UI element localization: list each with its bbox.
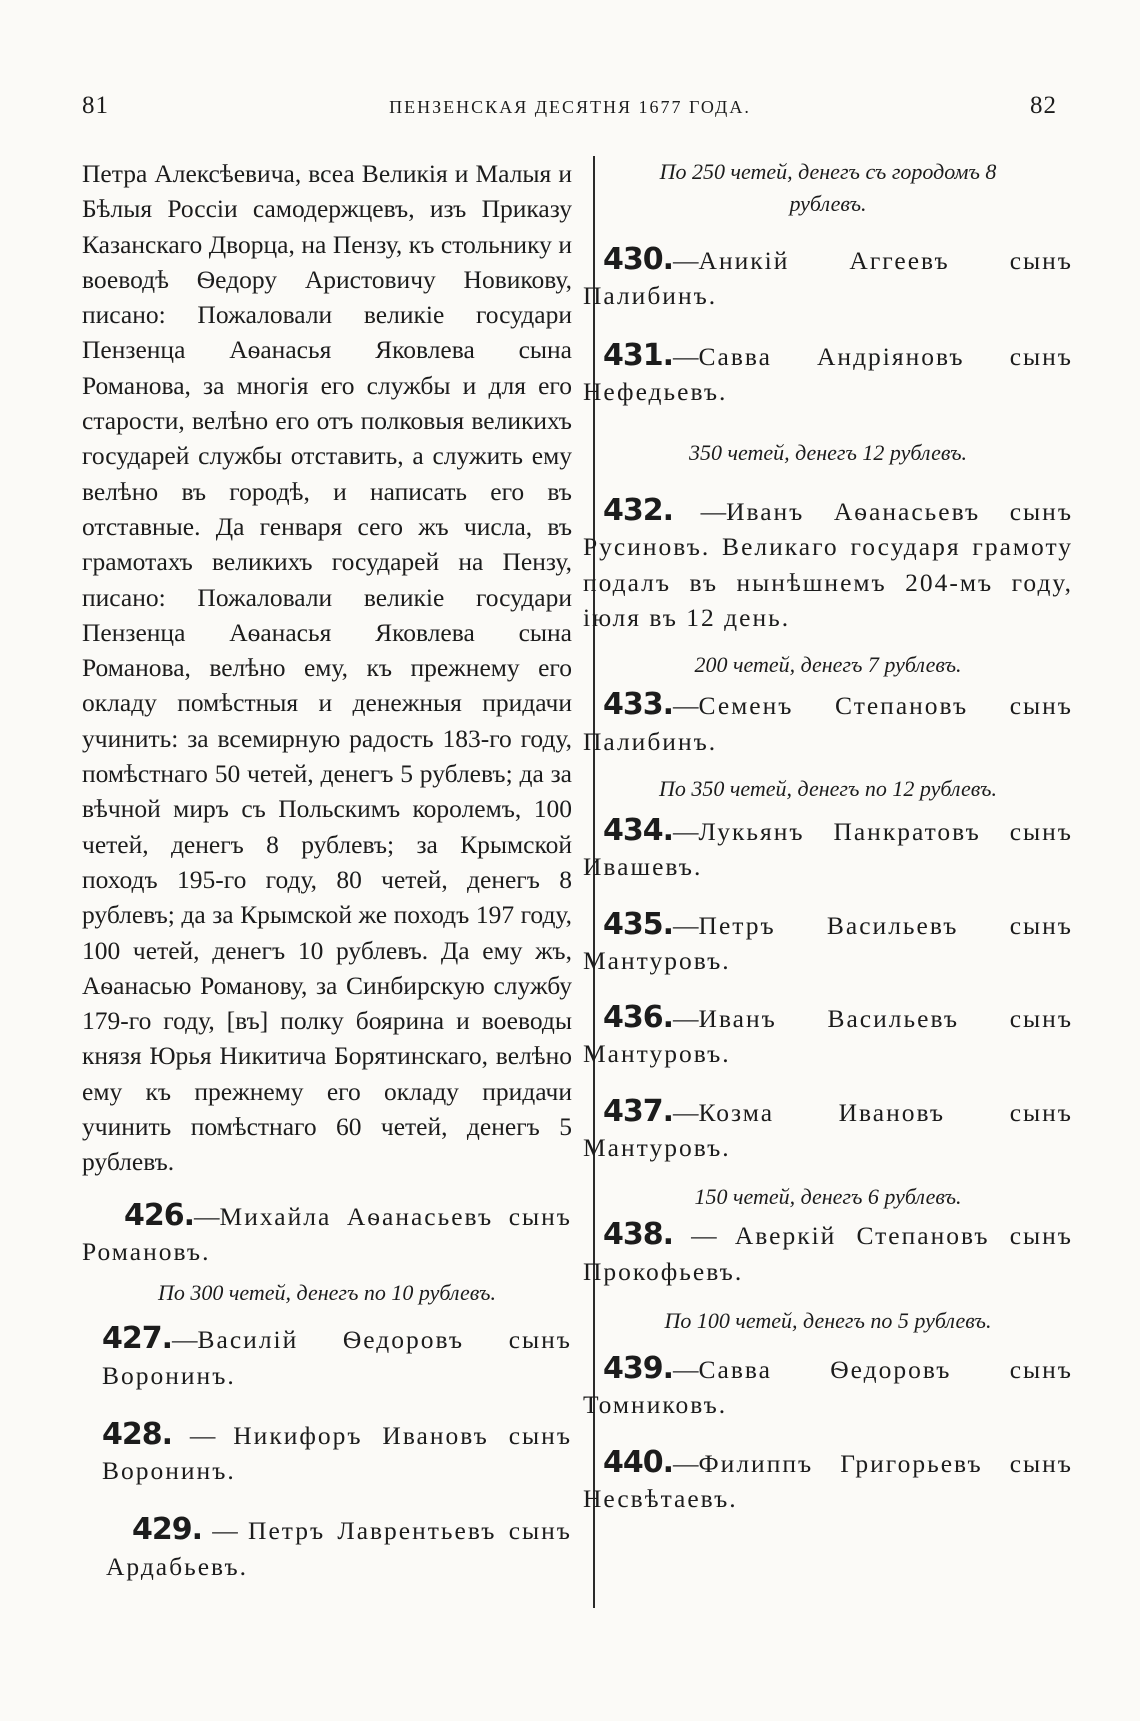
entry-name: Петръ Васильевъ сынъ Мантуровъ. xyxy=(583,910,1073,975)
entry-number: 437. xyxy=(603,1093,674,1129)
entry-name: Никифоръ Ивановъ сынъ Воронинъ. xyxy=(102,1420,573,1486)
entry-437: 437.—Козма Ивановъ сынъ Мантуровъ. xyxy=(583,1093,1073,1163)
entry-number: 434. xyxy=(603,812,674,848)
entry-number: 435. xyxy=(603,906,674,942)
entry-440: 440.—Филиппъ Григорьевъ сынъ Несвѣтаевъ. xyxy=(583,1444,1073,1513)
entry-429: 429. — Петръ Лаврентьевъ сынъ Ардабьевъ. xyxy=(106,1512,572,1581)
entry-432: 432. —Иванъ Аѳанасьевъ сынъ Русиновъ. Великаго государя грамоту подалъ въ нынѣшнемъ 204-мъ году, іюля въ 12 день. xyxy=(583,493,1074,633)
entry-name: Петръ Лаврентьевъ сынъ Ардабьевъ. xyxy=(106,1516,572,1581)
grant-heading: 200 четей, денегъ 7 рублевъ. xyxy=(694,652,962,678)
entry-name: Иванъ Васильевъ сынъ Мантуровъ. xyxy=(583,1004,1073,1069)
entry-number: 436. xyxy=(603,1000,674,1036)
entry-number: 427. xyxy=(102,1321,173,1357)
page-number-right: 82 xyxy=(1030,92,1057,119)
entry-438: 438. — Аверкій Степановъ сынъ Прокофьевъ. xyxy=(583,1217,1073,1286)
entry-name: Аверкій Степановъ сынъ Прокофьевъ. xyxy=(583,1221,1073,1286)
grant-heading: По 300 четей, денегъ по 10 рублевъ. xyxy=(158,1280,496,1306)
entry-name: Михайла Аѳанасьевъ сынъ Романовъ. xyxy=(82,1201,572,1266)
entry-427: 427.—Василій Ѳедоровъ сынъ Воронинъ. xyxy=(102,1321,572,1390)
entry-number: 428. xyxy=(102,1416,173,1452)
entry-number: 429. xyxy=(132,1512,203,1548)
grant-heading: 350 четей, денегъ 12 рублевъ. xyxy=(688,440,968,466)
entry-number: 438. xyxy=(603,1217,674,1253)
entry-name: Василій Ѳедоровъ сынъ Воронинъ. xyxy=(102,1325,572,1390)
entry-number: 440. xyxy=(603,1444,674,1480)
entry-435: 435.—Петръ Васильевъ сынъ Мантуровъ. xyxy=(583,906,1073,975)
page-number-left: 81 xyxy=(82,92,109,119)
entry-name: Аникій Аггеевъ сынъ Палибинъ. xyxy=(583,246,1073,311)
running-title: ПЕНЗЕНСКАЯ ДЕСЯТНЯ 1677 ГОДА. xyxy=(389,97,751,117)
entry-431: 431.—Савва Андріяновъ сынъ Нефедьевъ. xyxy=(583,337,1073,406)
grant-heading: 150 четей, денегъ 6 рублевъ. xyxy=(694,1184,962,1210)
entry-434: 434.—Лукьянъ Панкратовъ сынъ Ивашевъ. xyxy=(583,812,1073,882)
entry-number: 426. xyxy=(124,1197,195,1233)
grant-heading: По 350 четей, денегъ по 12 рублевъ. xyxy=(659,775,997,801)
entry-433: 433.—Семенъ Степановъ сынъ Палибинъ. xyxy=(583,687,1073,756)
entry-name: Савва Ѳедоровъ сынъ Томниковъ. xyxy=(583,1354,1073,1420)
entry-426: 426.—Михайла Аѳанасьевъ сынъ Романовъ. xyxy=(82,1197,572,1266)
entry-428: 428. — Никифоръ Ивановъ сынъ Воронинъ. xyxy=(102,1416,573,1486)
entry-name: Савва Андріяновъ сынъ Нефедьевъ. xyxy=(583,341,1073,406)
entry-430: 430.—Аникій Аггеевъ сынъ Палибинъ. xyxy=(583,242,1073,311)
right-column xyxy=(583,156,1073,1516)
entry-name: Лукьянъ Панкратовъ сынъ Ивашевъ. xyxy=(583,816,1073,882)
grant-heading: По 100 четей, денегъ по 5 рублевъ. xyxy=(664,1307,992,1333)
continuation-paragraph: Петра Алексѣевича, всеа Великія и Малыя и Бѣлыя Россіи самодержцевъ, изъ Приказу Казанскаго Дворца, на Пензу, къ стольнику и воеводѣ Ѳедору Аристовичу Новикову, писано: Пожаловали великіе государи Пензенца Аѳанасья Яковлева сына Романова, за многія его службы и для его старости, велѣно его отъ полковыя великихъ государей службы отставить, а служить ему велѣно въ городѣ, и написать его въ отставные. Да генваря сего жъ числа, въ грамотахъ великихъ государей на Пензу, писано: Пожаловали великіе государи Пензенца Аѳанасья Яковлева сына Романова, велѣно ему, къ прежнему его окладу помѣстныя и денежныя придачи учинить: за всемирную радость 183-го году, помѣстнаго 50 четей, денегъ 5 рублевъ; да за вѣчной миръ съ Польскимъ королемъ, 100 четей, денегъ 8 рублевъ; за Крымской походъ 195-го году, 80 четей, денегъ 8 рублевъ; да за Крымской же походъ 197 году, 100 четей, денегъ 10 рублевъ. Да ему жъ, Аѳанасью Романову, за Синбирскую службу 179-го году, [въ] полку боярина и воеводы князя Юрья Никитича Борятинскаго, велѣно ему къ прежнему его окладу придачи учинить помѣстнаго 60 четей, денегъ 5 рублевъ. xyxy=(82,159,572,1177)
entry-name: Козма Ивановъ сынъ Мантуровъ. xyxy=(583,1097,1073,1163)
entry-text: Иванъ Аѳанасьевъ сынъ Русиновъ. Великаго государя грамоту подалъ въ нынѣшнемъ 204-мъ году, іюля въ 12 день. xyxy=(583,497,1074,633)
entry-number: 439. xyxy=(603,1350,674,1386)
entry-439: 439.—Савва Ѳедоровъ сынъ Томниковъ. xyxy=(583,1350,1073,1420)
entry-number: 430. xyxy=(603,242,674,277)
entry-name: Филиппъ Григорьевъ сынъ Несвѣтаевъ. xyxy=(583,1448,1073,1513)
entry-number: 432. xyxy=(603,493,674,529)
entry-number: 433. xyxy=(603,687,674,723)
left-column xyxy=(82,156,572,1584)
entry-number: 431. xyxy=(603,337,674,373)
entry-436: 436.—Иванъ Васильевъ сынъ Мантуровъ. xyxy=(583,1000,1073,1069)
grant-heading: По 250 четей, денегъ съ городомъ 8 рублевъ. xyxy=(659,159,997,216)
entry-name: Семенъ Степановъ сынъ Палибинъ. xyxy=(583,691,1073,756)
